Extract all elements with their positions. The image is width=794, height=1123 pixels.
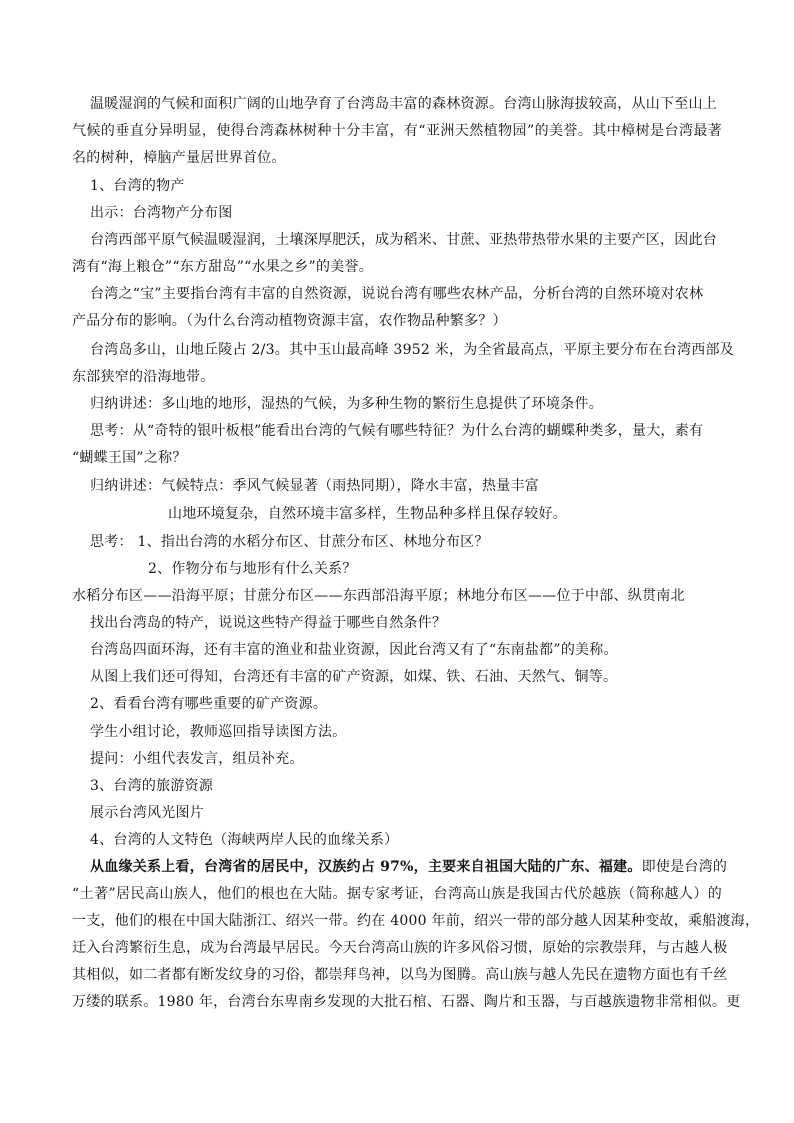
paragraph-line: 万缕的联系。1980 年，台湾台东卑南乡发现的大批石棺、石器、陶片和玉器，与百越族遗物非常相似。更 — [72, 994, 741, 1010]
paragraph-line: 台湾岛四面环海，还有丰富的渔业和盐业资源，因此台湾又有了“东南盐都”的美称。 — [90, 642, 618, 658]
paragraph-line: 湾有“海上粮仓”“东方甜岛”“水果之乡”的美誉。 — [72, 259, 373, 275]
paragraph-line: 迁入台湾繁衍生息，成为台湾最早居民。今天台湾高山族的许多风俗习惯，原始的宗教崇拜，与古越人极 — [72, 940, 728, 956]
bold-statement: 从血缘关系上看，台湾省的居民中，汉族约占 97%，主要来自祖国大陆的广东、福建。 — [90, 859, 642, 875]
paragraph-line — [90, 858, 728, 876]
text-run: 即使是台湾的 — [641, 859, 728, 875]
paragraph-line: 台湾西部平原气候温暖湿润，土壤深厚肥沃，成为稻米、甘蔗、亚热带热带水果的主要产区，因此台 — [90, 232, 717, 248]
section-heading: 4、台湾的人文特色（海峡两岸人民的血缘关系） — [90, 832, 399, 848]
paragraph-line: 其相似，如二者都有断发纹身的习俗，都崇拜鸟神，以鸟为图腾。高山族与越人先民在遗物方面也有千丝 — [72, 967, 728, 983]
paragraph-line: 提问：小组代表发言，组员补充。 — [90, 751, 304, 767]
paragraph-line: 归纳讲述：气候特点：季风气候显著（雨热同期），降水丰富，热量丰富 — [90, 478, 539, 494]
paragraph-line: 2、作物分布与地形有什么关系？ — [148, 561, 357, 577]
paragraph-line: 台湾岛多山，山地丘陵占 2/3。其中玉山最高峰 3952 米，为全省最高点，平原主要分布在台湾西部及 — [90, 342, 735, 358]
section-heading: 1、台湾的物产 — [90, 178, 185, 194]
paragraph-line: 气候的垂直分异明显，使得台湾森林树种十分丰富，有“亚洲天然植物园”的美誉。其中樟树是台湾最著 — [72, 123, 722, 139]
paragraph-line: “土著”居民高山族人，他们的根也在大陆。据专家考证，台湾高山族是我国古代於越族（简称越人）的 — [72, 886, 722, 902]
paragraph-line: 名的树种，樟脑产量居世界首位。 — [72, 150, 286, 166]
paragraph-line: 思考： 1、指出台湾的水稻分布区、甘蔗分布区、林地分布区？ — [90, 534, 489, 550]
paragraph-line: 产品分布的影响。（为什么台湾动植物资源丰富，农作物品种繁多？） — [72, 313, 507, 329]
paragraph-line: 思考：从“奇特的银叶板根”能看出台湾的气候有哪些特征？为什么台湾的蝴蝶种类多，量大，素有 — [90, 423, 704, 439]
paragraph-line: 台湾之“宝”主要指台湾有丰富的自然资源，说说台湾有哪些农林产品，分析台湾的自然环境对农林 — [90, 286, 704, 302]
paragraph-line: 学生小组讨论，教师巡回指导读图方法。 — [90, 724, 347, 740]
paragraph-line: “蝴蝶王国”之称？ — [72, 450, 187, 466]
paragraph-line: 温暖湿润的气候和面积广阔的山地孕育了台湾岛丰富的森林资源。台湾山脉海拔较高，从山下至山上 — [90, 96, 717, 112]
paragraph-line: 水稻分布区——沿海平原；甘蔗分布区——东西部沿海平原；林地分布区——位于中部、纵贯南北 — [72, 588, 685, 604]
paragraph-line: 东部狭窄的沿海地带。 — [72, 369, 215, 385]
paragraph-line: 从图上我们还可得知，台湾还有丰富的矿产资源，如煤、铁、石油、天然气、铜等。 — [90, 669, 618, 685]
paragraph-line: 山地环境复杂，自然环境丰富多样，生物品种多样且保存较好。 — [168, 506, 567, 522]
paragraph-line: 展示台湾风光图片 — [90, 805, 204, 821]
paragraph-line: 归纳讲述：多山地的地形，湿热的气候，为多种生物的繁衍生息提供了环境条件。 — [90, 396, 603, 412]
paragraph-line: 一支，他们的根在中国大陆浙江、绍兴一带。约在 4000 年前，绍兴一带的部分越人因某种变故，乘船渡海， — [72, 913, 760, 929]
section-heading: 2、看看台湾有哪些重要的矿产资源。 — [90, 696, 328, 712]
paragraph-line: 出示：台湾物产分布图 — [90, 205, 233, 221]
paragraph-line: 找出台湾岛的特产，说说这些特产得益于哪些自然条件？ — [90, 615, 447, 631]
section-heading: 3、台湾的旅游资源 — [90, 778, 214, 794]
